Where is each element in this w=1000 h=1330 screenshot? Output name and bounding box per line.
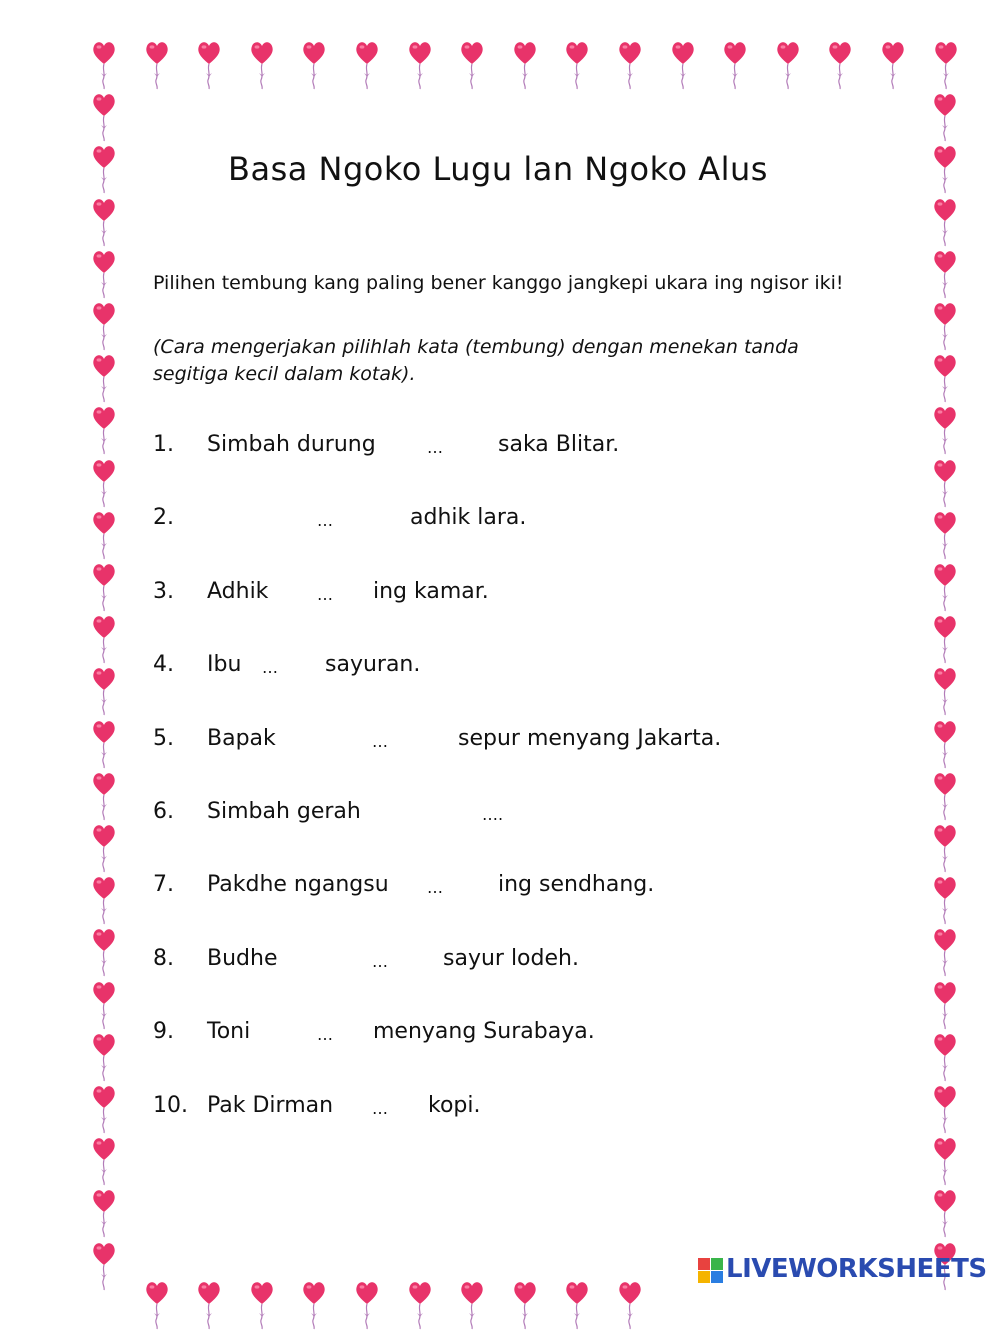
answer-dropdown[interactable]: …	[427, 438, 443, 457]
heart-balloon-icon	[460, 1280, 484, 1330]
instruction-note: (Cara mengerjakan pilihlah kata (tembung) dengan menekan tanda segitiga kecil dalam kotak).	[153, 336, 799, 385]
heart-balloon-icon	[92, 197, 116, 247]
heart-balloon-icon	[933, 666, 957, 716]
logo-tile	[711, 1258, 723, 1270]
question-text-after: adhik lara.	[410, 505, 527, 530]
heart-balloon-icon	[92, 301, 116, 351]
heart-balloon-icon	[408, 40, 432, 90]
heart-balloon-icon	[92, 719, 116, 769]
heart-balloon-icon	[145, 1280, 169, 1330]
question-text-after: saka Blitar.	[498, 432, 620, 457]
question-text-after: kopi.	[428, 1093, 481, 1118]
heart-balloon-icon	[934, 40, 958, 90]
logo-text: LIVEWORKSHEETS	[726, 1254, 987, 1284]
question-text-after: ing kamar.	[373, 579, 489, 604]
question-number: 3.	[153, 579, 174, 604]
heart-balloon-icon	[933, 249, 957, 299]
heart-balloon-icon	[671, 40, 695, 90]
answer-dropdown[interactable]: …	[317, 511, 333, 530]
heart-balloon-icon	[933, 614, 957, 664]
heart-balloon-icon	[933, 719, 957, 769]
heart-balloon-icon	[933, 1136, 957, 1186]
heart-balloon-icon	[92, 510, 116, 560]
question-text-after: sepur menyang Jakarta.	[458, 726, 722, 751]
answer-dropdown[interactable]: …	[317, 1025, 333, 1044]
heart-balloon-icon	[618, 40, 642, 90]
question-number: 2.	[153, 505, 174, 530]
heart-balloon-icon	[565, 1280, 589, 1330]
heart-balloon-icon	[92, 666, 116, 716]
heart-balloon-icon	[933, 1188, 957, 1238]
heart-balloon-icon	[408, 1280, 432, 1330]
logo-tile	[698, 1271, 710, 1283]
heart-balloon-icon	[513, 40, 537, 90]
heart-balloon-icon	[933, 92, 957, 142]
answer-dropdown[interactable]: …	[262, 658, 278, 677]
heart-balloon-icon	[197, 40, 221, 90]
heart-balloon-icon	[618, 1280, 642, 1330]
answer-dropdown[interactable]: …	[317, 585, 333, 604]
question-number: 7.	[153, 872, 174, 897]
question-text-before: Adhik	[207, 579, 269, 604]
heart-balloon-icon	[92, 1136, 116, 1186]
heart-balloon-icon	[92, 927, 116, 977]
heart-balloon-icon	[92, 980, 116, 1030]
heart-balloon-icon	[92, 405, 116, 455]
heart-balloon-icon	[92, 771, 116, 821]
heart-balloon-icon	[92, 353, 116, 403]
question-text-after: sayur lodeh.	[443, 946, 579, 971]
heart-balloon-icon	[933, 823, 957, 873]
heart-balloon-icon	[933, 980, 957, 1030]
heart-balloon-icon	[92, 1241, 116, 1291]
heart-balloon-icon	[92, 875, 116, 925]
logo-tile	[698, 1258, 710, 1270]
answer-dropdown[interactable]: …	[372, 732, 388, 751]
question-text-before: Bapak	[207, 726, 276, 751]
question-text-before: Pakdhe ngangsu	[207, 872, 389, 897]
question-number: 1.	[153, 432, 174, 457]
question-number: 6.	[153, 799, 174, 824]
heart-balloon-icon	[302, 40, 326, 90]
heart-balloon-icon	[513, 1280, 537, 1330]
heart-balloon-icon	[92, 1188, 116, 1238]
heart-balloon-icon	[723, 40, 747, 90]
heart-balloon-icon	[933, 1084, 957, 1134]
answer-dropdown[interactable]: …	[372, 952, 388, 971]
heart-balloon-icon	[933, 771, 957, 821]
heart-balloon-icon	[933, 875, 957, 925]
heart-balloon-icon	[92, 458, 116, 508]
heart-balloon-icon	[145, 40, 169, 90]
question-text-before: Ibu	[207, 652, 242, 677]
answer-dropdown[interactable]: ….	[482, 805, 504, 824]
heart-balloon-icon	[92, 614, 116, 664]
heart-balloon-icon	[355, 40, 379, 90]
heart-balloon-icon	[828, 40, 852, 90]
heart-balloon-icon	[92, 249, 116, 299]
heart-balloon-icon	[933, 197, 957, 247]
heart-balloon-icon	[933, 562, 957, 612]
logo-tile	[711, 1271, 723, 1283]
question-text-before: Budhe	[207, 946, 278, 971]
heart-balloon-icon	[776, 40, 800, 90]
answer-dropdown[interactable]: …	[427, 878, 443, 897]
heart-balloon-icon	[355, 1280, 379, 1330]
question-number: 9.	[153, 1019, 174, 1044]
question-text-before: Simbah gerah	[207, 799, 361, 824]
heart-balloon-icon	[933, 405, 957, 455]
question-text-before: Simbah durung	[207, 432, 376, 457]
question-text-after: sayuran.	[325, 652, 421, 677]
heart-balloon-icon	[92, 1032, 116, 1082]
heart-balloon-icon	[933, 353, 957, 403]
question-number: 4.	[153, 652, 174, 677]
question-text-before: Toni	[207, 1019, 251, 1044]
heart-balloon-icon	[92, 92, 116, 142]
heart-balloon-icon	[933, 458, 957, 508]
question-number: 8.	[153, 946, 174, 971]
heart-balloon-icon	[92, 1084, 116, 1134]
question-number: 5.	[153, 726, 174, 751]
heart-balloon-icon	[565, 40, 589, 90]
heart-balloon-icon	[302, 1280, 326, 1330]
question-text-after: ing sendhang.	[498, 872, 655, 897]
question-text-before: Pak Dirman	[207, 1093, 334, 1118]
heart-balloon-icon	[933, 927, 957, 977]
heart-balloon-icon	[197, 1280, 221, 1330]
worksheet-title: Basa Ngoko Lugu lan Ngoko Alus	[228, 150, 768, 188]
heart-balloon-icon	[933, 1032, 957, 1082]
heart-balloon-icon	[92, 823, 116, 873]
question-text-after: menyang Surabaya.	[373, 1019, 595, 1044]
heart-balloon-icon	[250, 1280, 274, 1330]
heart-balloon-icon	[92, 562, 116, 612]
instruction-text: Pilihen tembung kang paling bener kanggo jangkepi ukara ing ngisor iki!	[153, 272, 844, 294]
heart-balloon-icon	[250, 40, 274, 90]
heart-balloon-icon	[933, 510, 957, 560]
question-number: 10.	[153, 1093, 188, 1118]
heart-balloon-icon	[92, 40, 116, 90]
heart-balloon-icon	[881, 40, 905, 90]
answer-dropdown[interactable]: …	[372, 1099, 388, 1118]
heart-balloon-icon	[933, 301, 957, 351]
heart-balloon-icon	[460, 40, 484, 90]
